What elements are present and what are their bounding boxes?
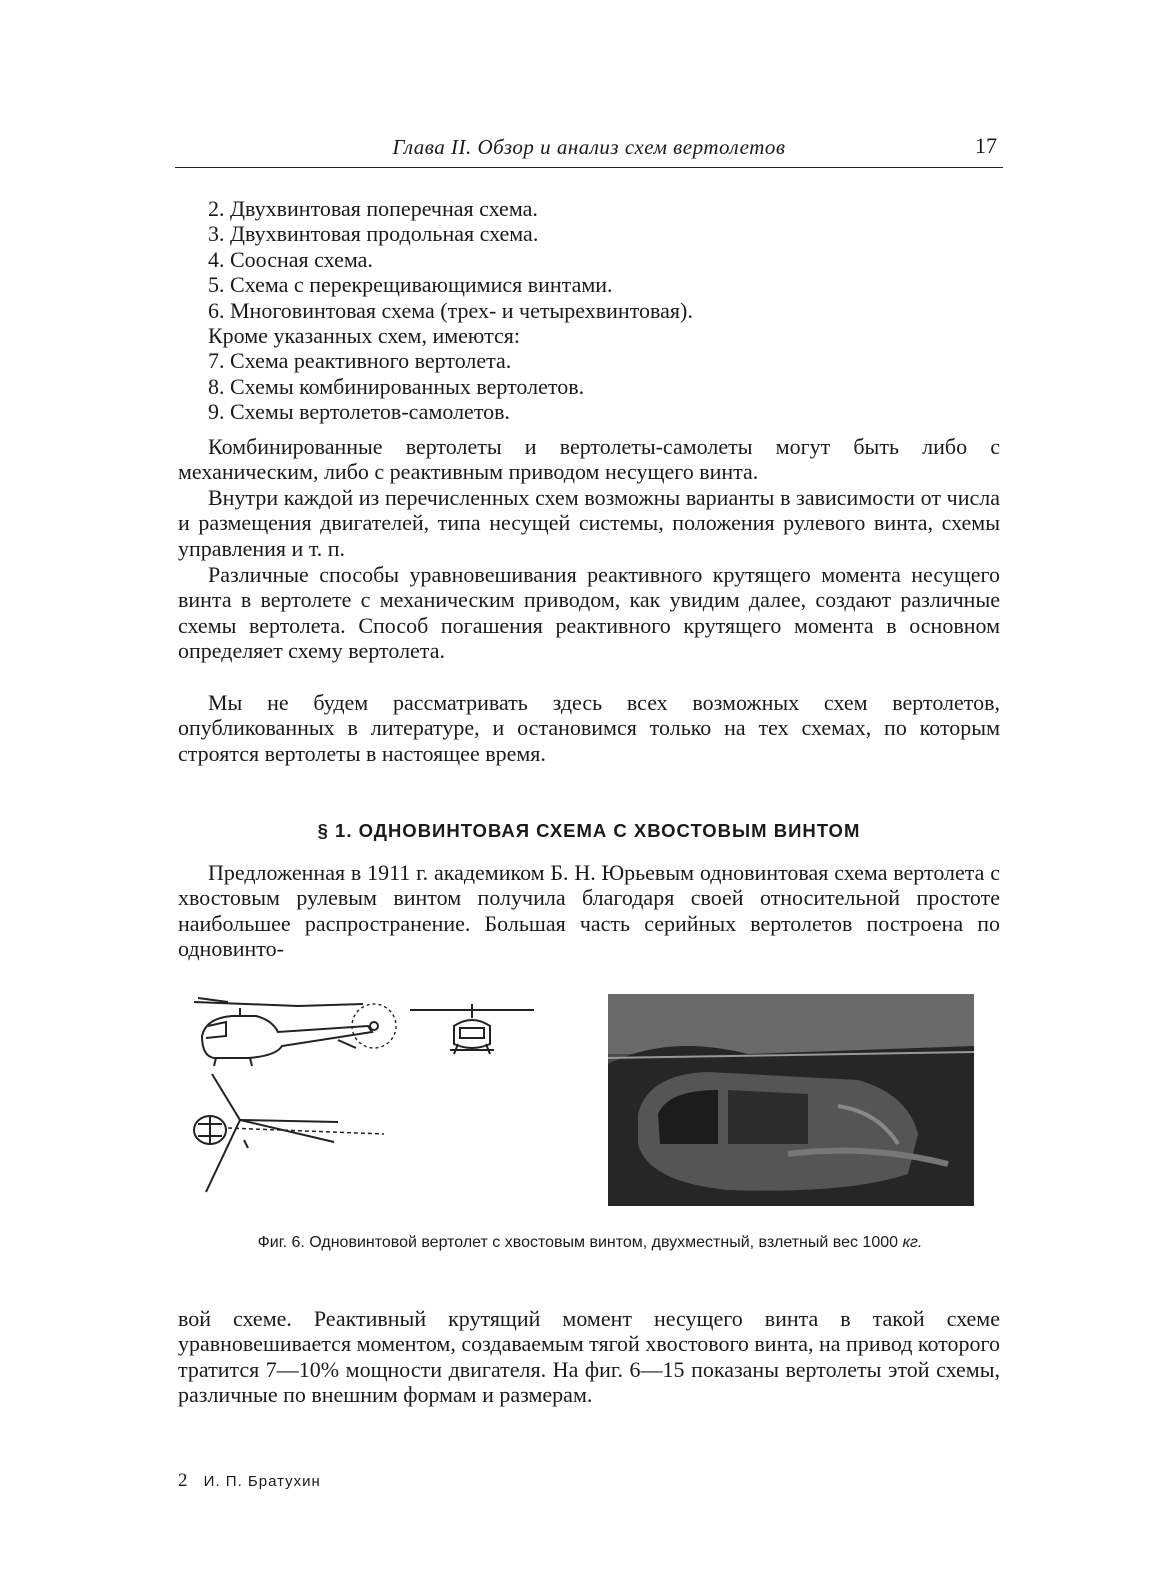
running-title: Глава II. Обзор и анализ схем вертолетов [392,135,786,159]
page-number: 17 [975,133,997,158]
paragraph-yuriev [178,860,1000,962]
running-header [175,133,1003,168]
list-item: 4. Соосная схема. [208,246,373,272]
paragraph-text: Комбинированные вертолеты и вертолеты-самолеты могут быть либо с механическим, либо с реактивным приводом несущего винта. [178,434,1000,485]
helicopter-photo [608,994,974,1206]
caption-text: Фиг. 6. Одновинтовой вертолет с хвостовым винтом, двухместный, взлетный вес 1000 [257,1234,899,1251]
paragraph-tail-rotor [178,1306,1000,1408]
paragraph-variants [178,485,1000,561]
list-item: 8. Схемы комбинированных вертолетов. [208,373,585,399]
front-view-drawing [410,1004,534,1054]
signature-number: 2 [178,1470,189,1491]
paragraph-combined [178,434,1000,485]
paragraph-text: Мы не будем рассматривать здесь всех возможных схем вертолетов, опубликованных в литературе, и остановимся только на тех схемах, по которым строятся вертолеты в настоящее время. [178,690,1000,766]
caption-unit: кг. [902,1234,923,1251]
scheme-list [178,196,1000,425]
list-intro: Кроме указанных схем, имеются: [208,323,520,349]
paragraph-scope [178,690,1000,766]
list-item: 2. Двухвинтовая поперечная схема. [208,196,538,221]
signature-name: И. П. Братухин [203,1473,321,1490]
list-item: 9. Схемы вертолетов-самолетов. [208,399,511,425]
helicopter-drawings [188,992,548,1222]
list-item: 3. Двухвинтовая продольная схема. [208,221,539,247]
section-heading: § 1. ОДНОВИНТОВАЯ СХЕМА С ХВОСТОВЫМ ВИНТОМ [317,820,861,841]
paragraph-torque [178,562,1000,664]
list-item: 6. Многовинтовая схема (трех- и четырехвинтовая). [208,297,693,323]
paragraph-text: Различные способы уравновешивания реактивного крутящего момента несущего винта в вертолете с механическим приводом, как увидим далее, создают различные схемы вертолета. Способ погашения реактивного крутящего момента в основном определяет схему вертолета. [178,562,1000,664]
paragraph-text: вой схеме. Реактивный крутящий момент несущего винта в такой схеме уравновешивается моментом, создаваемым тягой хвостового винта, на привод которого тратится 7—10% мощности двигателя. На фиг. 6—15 показаны вертолеты этой схемы, различные по внешним формам и размерам. [178,1306,1000,1408]
list-item: 5. Схема с перекрещивающимися винтами. [208,272,613,298]
paragraph-text: Предложенная в 1911 г. академиком Б. Н. Юрьевым одновинтовая схема вертолета с хвостовым рулевым винтом получила благодаря своей относительной простоте наибольшее распространение. Большая часть серийных вертолетов построена по одновинто- [178,860,1000,962]
printer-signature [178,1470,321,1492]
list-item: 7. Схема реактивного вертолета. [208,348,512,374]
side-view-drawing [194,998,396,1066]
top-view-drawing [194,1074,384,1192]
paragraph-text: Внутри каждой из перечисленных схем возможны варианты в зависимости от числа и размещения двигателей, типа несущей системы, положения рулевого винта, схемы управления и т. п. [178,485,1000,561]
figure-caption [190,1232,990,1253]
